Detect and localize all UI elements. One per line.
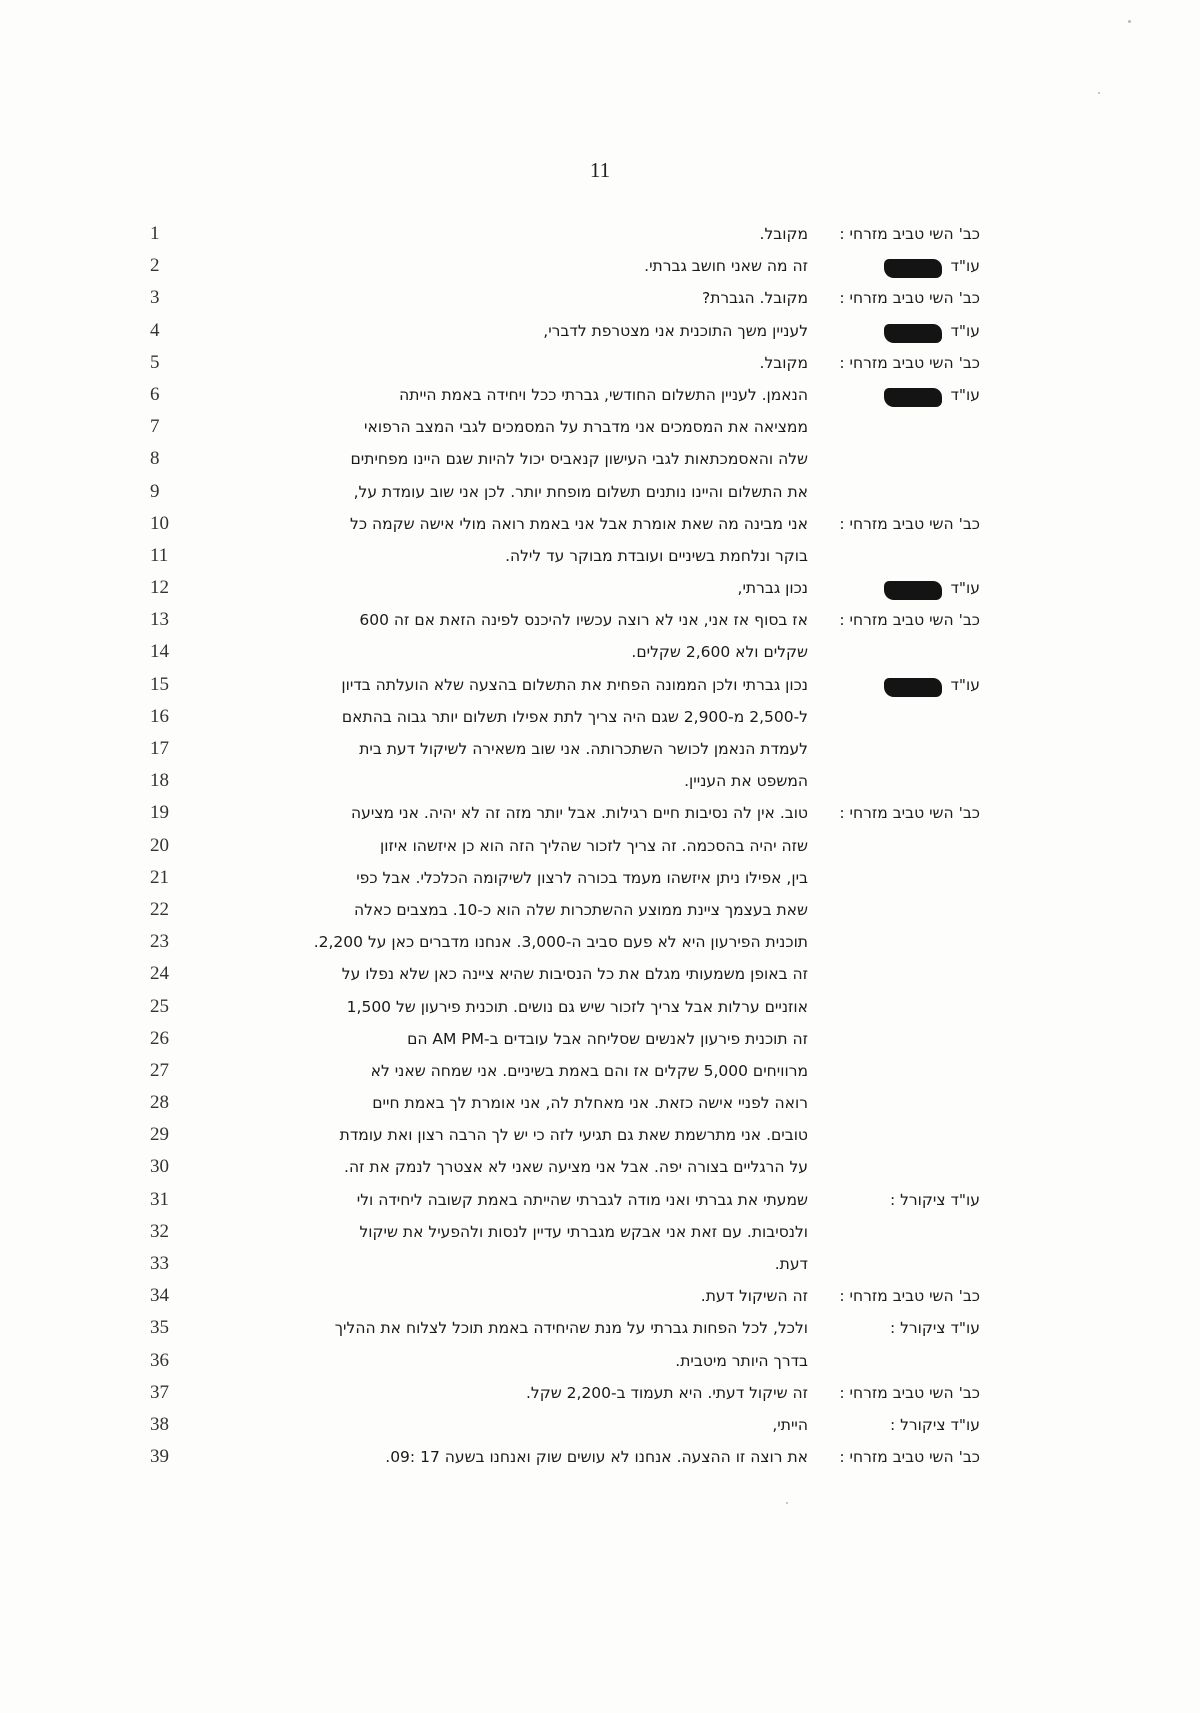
- speech-text: לעמדת הנאמן לכושר השתכרותה. אני שוב משאירה לשיקול דעת בית: [359, 740, 808, 758]
- speaker-name: כב' השי טביב מזרחי :: [839, 514, 980, 533]
- line-number: 28: [150, 1092, 169, 1114]
- line-number: 8: [150, 448, 160, 470]
- line-number: 34: [150, 1285, 169, 1307]
- transcript-line: [150, 926, 980, 958]
- speech-text: אז בסוף אז אני, אני לא רוצה עכשיו להיכנס לפינה הזאת אם זה 600: [359, 611, 808, 630]
- speech-text: מקובל.: [759, 225, 808, 243]
- transcript-line: [150, 797, 980, 829]
- speech-text: טוב. אין לה נסיבות חיים רגילות. אבל יותר מזה זה לא יהיה. אני מציעה: [350, 804, 808, 823]
- redaction-mark: [884, 388, 942, 407]
- line-number: 25: [150, 995, 169, 1017]
- speaker-name: כב' השי טביב מזרחי :: [839, 1383, 980, 1402]
- speaker-label: [810, 508, 980, 540]
- transcript-line: [150, 636, 980, 668]
- line-number: 4: [150, 319, 160, 341]
- line-number: 6: [150, 383, 160, 405]
- speaker-label: [810, 1377, 980, 1409]
- transcript-line: [150, 894, 980, 926]
- speaker-label: [810, 218, 980, 250]
- transcript-line: [150, 1151, 980, 1183]
- line-number: 2: [150, 255, 160, 277]
- line-number: 30: [150, 1156, 169, 1178]
- speaker-label: [810, 250, 980, 282]
- transcript-line: [150, 1248, 980, 1280]
- speech-text: המשפט את העניין.: [684, 772, 808, 791]
- speaker-label: [810, 315, 980, 347]
- line-number: 16: [150, 705, 169, 727]
- line-number: 23: [150, 931, 169, 953]
- speaker-label: [810, 604, 980, 636]
- speaker-name: עו"ד ציקורל :: [889, 1190, 980, 1209]
- line-number: 12: [150, 577, 169, 599]
- transcript-line: [150, 443, 980, 475]
- speech-text: מקובל. הגברת?: [701, 289, 808, 308]
- line-number: 1: [150, 223, 160, 244]
- speech-text: אני מבינה מה שאת אומרת אבל אני באמת רואה מולי אישה שקמה כל: [350, 514, 808, 533]
- speaker-label: [810, 1280, 980, 1312]
- speech-text: הייתי,: [772, 1415, 808, 1434]
- speech-text: שאת בעצמך ציינת ממוצע ההשתכרות שלה הוא כ-10. במצבים כאלה: [353, 900, 808, 919]
- speech-text: שלה והאסמכתאות לגבי העישון קנאביס יכול להיות שגם היינו מפחיתים: [350, 450, 808, 469]
- speaker-name: עו"ד: [950, 675, 980, 694]
- speech-text: רואה לפניי אישה כזאת. אני מאחלת לה, אני אומרת לך באמת חיים: [372, 1094, 808, 1113]
- speaker-name: עו"ד: [950, 257, 980, 276]
- line-number: 38: [150, 1413, 169, 1435]
- line-number: 24: [150, 963, 169, 985]
- line-number: 3: [150, 287, 160, 309]
- speech-text: בוקר ונלחמת בשיניים ועובדת מבוקר עד לילה.: [505, 546, 808, 565]
- line-number: 9: [150, 480, 160, 502]
- speaker-label: [810, 1409, 980, 1441]
- speaker-label: [810, 797, 980, 829]
- speaker-label: [810, 282, 980, 314]
- transcript-line: [150, 1023, 980, 1055]
- scan-speck: [1098, 92, 1100, 94]
- redaction-mark: [884, 259, 942, 278]
- speech-text: הנאמן. לעניין התשלום החודשי, גברתי ככל ויחידה באמת הייתה: [399, 385, 808, 404]
- speech-text: שקלים ולא 2,600 שקלים.: [631, 643, 808, 662]
- line-number: 27: [150, 1059, 169, 1081]
- transcript-line: [150, 1312, 980, 1344]
- transcript-line: [150, 1345, 980, 1377]
- speaker-name: כב' השי טביב מזרחי :: [839, 225, 980, 243]
- line-number: 33: [150, 1253, 169, 1274]
- transcript-line: [150, 958, 980, 990]
- transcript-line: [150, 315, 980, 347]
- line-number: 15: [150, 673, 169, 695]
- transcript-line: [150, 572, 980, 604]
- speaker-name: עו"ד ציקורל :: [889, 1319, 980, 1338]
- line-number: 10: [150, 512, 169, 534]
- speech-text: על הרגליים בצורה יפה. אבל אני מציעה שאני לא אצטרך לנמק את זה.: [344, 1158, 808, 1177]
- speech-text: מרוויחים 5,000 שקלים אז והם באמת בשיניים. אני שמחה שאני לא: [370, 1061, 808, 1080]
- line-number: 7: [150, 416, 160, 438]
- speech-text: זה תוכנית פירעון לאנשים שסליחה אבל עובדים ב-AM PM הם: [407, 1029, 808, 1048]
- line-number: 20: [150, 834, 169, 856]
- line-number: 35: [150, 1317, 169, 1339]
- redaction-mark: [884, 581, 942, 600]
- speech-text: נכון גברתי,: [737, 579, 808, 598]
- speaker-label: [810, 379, 980, 411]
- transcript-line: [150, 250, 980, 282]
- transcript-line: [150, 1184, 980, 1216]
- line-number: 26: [150, 1027, 169, 1049]
- speech-text: נכון גברתי ולכן הממונה הפחית את התשלום בהצעה שלא הועלתה בדיון: [341, 675, 808, 694]
- line-number: 39: [150, 1446, 169, 1468]
- line-number: 31: [150, 1188, 169, 1210]
- speech-text: זה מה שאני חושב גברתי.: [644, 257, 808, 276]
- speech-text: את התשלום והיינו נותנים תשלום מופחת יותר. לכן אני שוב עומדת על,: [353, 482, 808, 501]
- speech-text: זה השיקול דעת.: [700, 1287, 808, 1306]
- speech-text: שמעתי את גברתי ואני מודה לגברתי שהייתה באמת קשובה ליחידה ולי: [356, 1190, 808, 1209]
- speech-text: ל-2,500 מ-2,900 שגם היה צריך לתת אפילו תשלום יותר גבוה בהתאם: [341, 707, 808, 726]
- speech-text: לעניין משך התוכנית אני מצטרפת לדברי,: [543, 321, 808, 340]
- redaction-mark: [884, 678, 942, 697]
- line-number: 37: [150, 1381, 169, 1403]
- line-number: 22: [150, 898, 169, 920]
- transcript-line: [150, 1409, 980, 1441]
- speaker-name: כב' השי טביב מזרחי :: [839, 1448, 980, 1467]
- transcript-line: [150, 1377, 980, 1409]
- speech-text: זה שיקול דעתי. היא תעמוד ב-2,200 שקל.: [526, 1383, 808, 1402]
- line-number: 14: [150, 641, 169, 663]
- transcript-line: [150, 411, 980, 443]
- speaker-name: עו"ד: [950, 321, 980, 340]
- speech-text: את רוצה זו ההצעה. אנחנו לא עושים שוק ואנחנו בשעה 17 :09.: [385, 1448, 808, 1467]
- speaker-name: כב' השי טביב מזרחי :: [839, 611, 980, 630]
- line-number: 11: [150, 544, 169, 566]
- speech-text: טובים. אני מתרשמת שאת גם תגיעי לזה כי יש לך הרבה רצון ואת עומדת: [339, 1126, 808, 1145]
- transcript-line: [150, 218, 980, 250]
- transcript-line: [150, 604, 980, 636]
- transcript-line: [150, 1216, 980, 1248]
- speech-text: ולכל, לכל הפחות גברתי על מנת שהיחידה באמת תוכל לצלוח את ההליך: [334, 1319, 808, 1338]
- speech-text: בדרך היותר מיטבית.: [675, 1351, 808, 1370]
- transcript-line: [150, 1280, 980, 1312]
- speech-text: שזה יהיה בהסכמה. זה צריך לזכור שהליך הזה הוא כן איזשהו איזון: [380, 836, 808, 855]
- line-number: 21: [150, 866, 169, 888]
- transcript-line: [150, 830, 980, 862]
- speaker-label: [810, 1312, 980, 1344]
- transcript-line: [150, 1119, 980, 1151]
- speech-text: ממציאה את המסמכים אני מדברת על המסמכים לגבי המצב הרפואי: [364, 418, 808, 437]
- transcript-line: [150, 765, 980, 797]
- speaker-label: [810, 669, 980, 701]
- transcript-line: [150, 379, 980, 411]
- transcript-line: [150, 347, 980, 379]
- speech-text: תוכנית הפירעון היא לא פעם סביב ה-3,000. אנחנו מדברים כאן על 2,200.: [313, 933, 808, 952]
- line-number: 19: [150, 802, 169, 824]
- speech-text: ולנסיבות. עם זאת אני אבקש מגברתי עדיין לנסות ולהפעיל את שיקול: [359, 1222, 808, 1241]
- speaker-label: [810, 572, 980, 604]
- transcript-line: [150, 701, 980, 733]
- transcript-line: [150, 862, 980, 894]
- line-number: 17: [150, 738, 169, 759]
- speaker-label: [810, 347, 980, 379]
- speaker-name: כב' השי טביב מזרחי :: [839, 353, 980, 372]
- speech-text: דעת.: [774, 1255, 808, 1273]
- speaker-name: עו"ד ציקורל :: [889, 1415, 980, 1434]
- transcript-line: [150, 669, 980, 701]
- speaker-name: עו"ד: [950, 579, 980, 598]
- line-number: 5: [150, 351, 160, 373]
- transcript-line: [150, 1055, 980, 1087]
- line-number: 18: [150, 770, 169, 792]
- transcript-line: [150, 476, 980, 508]
- speech-text: בין, אפילו ניתן איזשהו מעמד בכורה לרצון לשיקומה הכלכלי. אבל כפי: [356, 868, 808, 887]
- speaker-name: כב' השי טביב מזרחי :: [839, 1287, 980, 1306]
- scan-speck: [1128, 20, 1131, 23]
- transcript-line: [150, 1087, 980, 1119]
- speaker-label: [810, 1441, 980, 1473]
- line-number: 29: [150, 1124, 169, 1146]
- speech-text: זה באופן משמעותי מגלם את כל הנסיבות שהיא ציינה כאן שלא נפלו על: [341, 965, 808, 984]
- line-number: 32: [150, 1220, 169, 1242]
- line-number: 36: [150, 1349, 169, 1371]
- redaction-mark: [884, 324, 942, 343]
- speech-text: אוזניים ערלות אבל צריך לזכור שיש גם נושים. תוכנית פירעון של 1,500: [346, 997, 808, 1016]
- transcript-body: [150, 218, 980, 1473]
- transcript-line: [150, 1441, 980, 1473]
- speaker-name: כב' השי טביב מזרחי :: [839, 804, 980, 823]
- speaker-label: [810, 1184, 980, 1216]
- speaker-name: עו"ד: [950, 385, 980, 404]
- transcript-line: [150, 733, 980, 765]
- line-number: 13: [150, 609, 169, 631]
- speaker-name: כב' השי טביב מזרחי :: [839, 289, 980, 308]
- page-number: 11: [589, 158, 611, 182]
- transcript-line: [150, 508, 980, 540]
- scan-speck: [786, 1502, 788, 1504]
- transcript-line: [150, 991, 980, 1023]
- transcript-line: [150, 282, 980, 314]
- transcript-line: [150, 540, 980, 572]
- speech-text: מקובל.: [759, 353, 808, 372]
